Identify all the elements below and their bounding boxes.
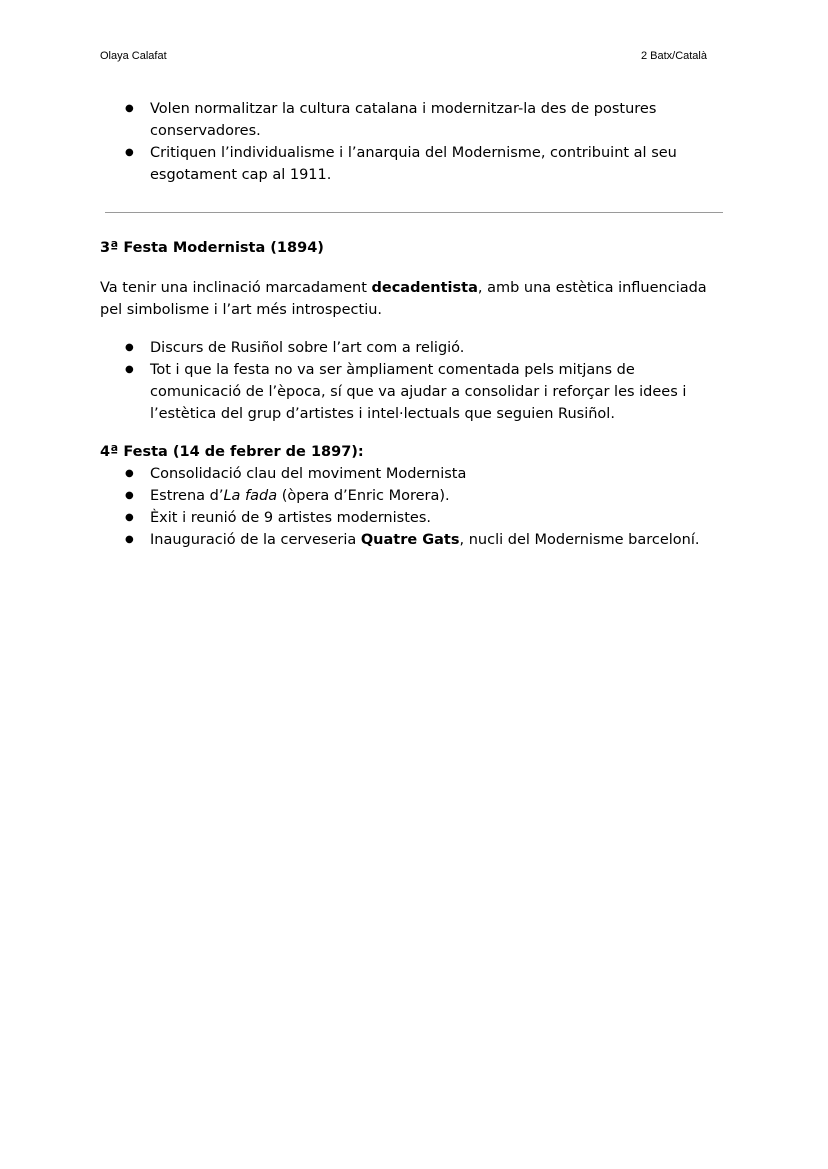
venue-name: Quatre Gats	[360, 532, 460, 548]
opera-title: La fada	[223, 488, 278, 504]
horizontal-divider	[105, 212, 723, 213]
list-item: ● Tot i que la festa no va ser àmpliament comentada pels mitjans de comunicació de l’època, sí que va ajudar a consolidar i reforçar les idees i l’estètica del grup d’artistes i intel·lectuals que seguien Rusiñol.	[100, 359, 728, 425]
document-body	[100, 98, 728, 551]
list-item-text: Estrena d’	[150, 488, 224, 504]
intro-bullet-list	[100, 98, 728, 186]
header-author: Olaya Calafat	[100, 50, 167, 62]
paragraph-text: , amb una estètica influenciada pel simbolisme i l’art més introspectiu.	[100, 280, 707, 318]
section-3-paragraph	[100, 277, 728, 321]
paragraph-bold-term: decadentista	[371, 280, 478, 296]
section-4-heading: 4ª Festa (14 de febrer de 1897):	[100, 444, 364, 460]
section-4-bullet-list	[100, 463, 728, 551]
list-item-text: (òpera d’Enric Morera).	[277, 488, 450, 504]
list-item: ● Consolidació clau del moviment Modernista	[100, 463, 728, 485]
section-3-heading: 3ª Festa Modernista (1894)	[100, 240, 324, 256]
list-item: ● Critiquen l’individualisme i l’anarquia del Modernisme, contribuint al seu esgotament cap al 1911.	[100, 142, 728, 186]
list-item: ● Discurs de Rusiñol sobre l’art com a religió.	[100, 337, 728, 359]
list-item	[100, 485, 728, 507]
list-item: ● Èxit i reunió de 9 artistes modernistes.	[100, 507, 728, 529]
section-3-bullet-list	[100, 337, 728, 425]
header-course: 2 Batx/Català	[640, 50, 707, 62]
list-item: ● Volen normalitzar la cultura catalana i modernitzar-la des de postures conservadores.	[100, 98, 728, 142]
page-header	[100, 50, 707, 66]
list-item-text: , nucli del Modernisme barceloní.	[459, 532, 700, 548]
paragraph-text: Va tenir una inclinació marcadament	[100, 280, 372, 296]
list-item-text: Inauguració de la cerveseria	[150, 532, 361, 548]
list-item	[100, 529, 728, 551]
